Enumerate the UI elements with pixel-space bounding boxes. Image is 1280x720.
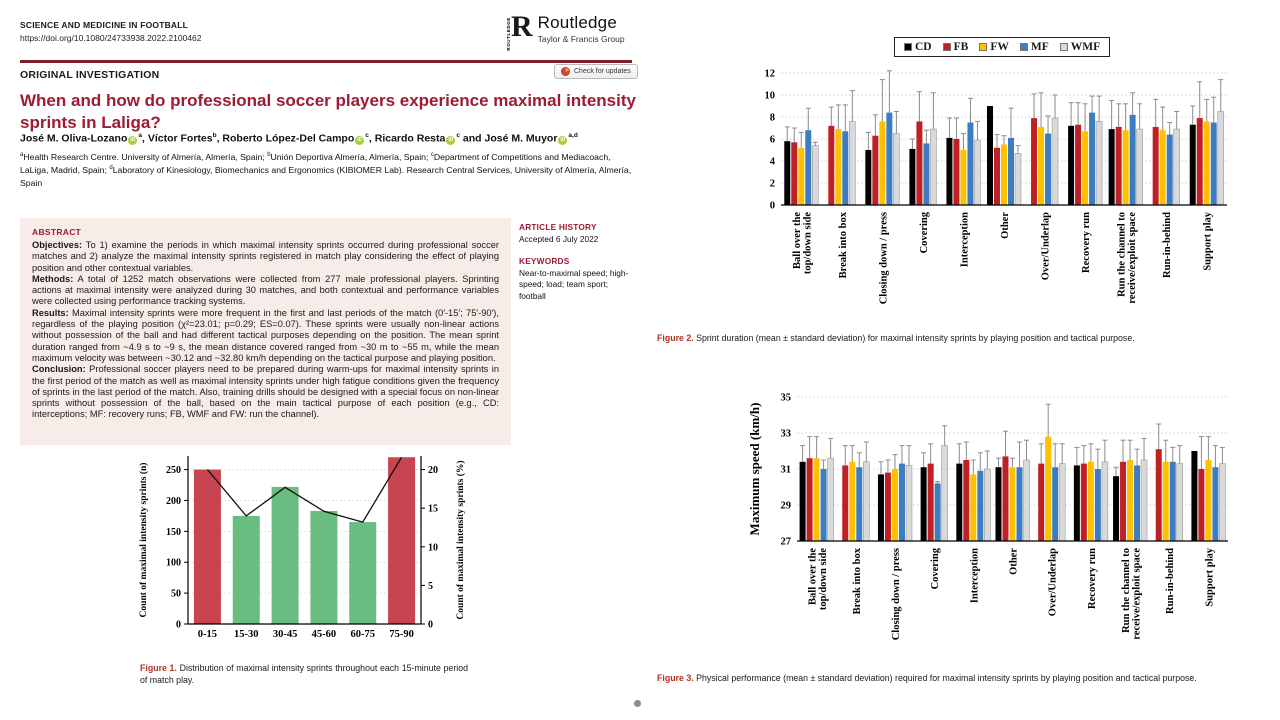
fb-bar [1003,456,1009,541]
cd-bar [909,149,915,205]
x-axis-category-label: Interception [959,211,971,268]
mf-bar [1211,123,1217,206]
mf-bar [1017,467,1023,541]
routledge-r-icon: R [511,10,533,43]
fig1-bar [194,470,221,624]
mf-bar [856,467,862,541]
x-axis-category-label: Covering [918,212,930,254]
cd-bar [987,106,993,205]
figure3-chart [745,383,1232,669]
fb-bar [1120,462,1126,541]
x-axis-category-label: Ball over the [807,548,819,605]
x-axis-category-label: top/down side [817,548,829,611]
author-separator: , [368,132,375,145]
x-axis-category-label: Break into box [837,212,849,279]
figure3-caption [657,672,1235,684]
article-meta-column [519,222,637,302]
figure2-caption-text: Sprint duration (mean ± standard deviation) for maximal intensity sprints by playing position and tactical purpose. [693,333,1135,343]
x-axis-category-label: Over/Underlap [1040,212,1052,281]
mf-bar [1089,113,1095,205]
fw-bar [892,469,898,541]
abstract-paragraph: Objectives: To 1) examine the periods in which maximal intensity sprints occurred during professional soccer matches and 2) analyze the maximal intensity sprints registered in match play considering the effect of playing position and other contextual variables. [32,240,499,273]
mf-bar [1095,469,1101,541]
mf-bar [1167,135,1173,205]
x-axis-tick-label: 45-60 [311,629,337,640]
mf-bar [935,483,941,541]
page-indicator-dot [634,700,641,707]
legend-item-mf [1020,41,1049,53]
orcid-icon[interactable]: iD [357,136,363,143]
author-separator: , [216,132,223,145]
fw-bar [1001,145,1007,206]
legend-label: MF [1030,41,1049,53]
section-label: ORIGINAL INVESTIGATION [20,69,160,81]
fb-bar [928,464,934,541]
figure2-caption [657,332,1235,344]
y-axis-tick-label: 200 [166,495,181,507]
wmf-bar [1174,129,1180,205]
author-affiliation-sup: a,d [568,132,578,139]
fb-bar [953,139,959,205]
mf-bar [899,464,905,541]
mf-bar [821,469,827,541]
fb-bar [1031,118,1037,205]
keywords [519,256,637,303]
cd-bar [996,467,1002,541]
y2-axis-title: Count of maximal intensity sprints (%) [456,460,466,620]
cd-bar [1190,125,1196,205]
fb-bar [963,460,969,541]
y-axis-tick-label: 150 [166,526,181,538]
legend-item-wmf [1060,41,1100,53]
y2-axis-tick-label: 20 [428,465,438,477]
fb-bar [1156,449,1162,541]
wmf-bar [893,134,899,206]
fb-bar [994,148,1000,205]
fw-bar [1127,460,1133,541]
abstract-heading: ABSTRACT [32,227,82,237]
author-name: José M. Oliva-Lozano [20,132,128,145]
x-axis-category-label: Support play [1202,212,1214,271]
affiliations [20,151,634,190]
page-title: When and how do professional soccer players experience maximal intensity sprints in Laliga? [20,91,636,132]
legend-label: CD [915,41,932,53]
publisher-name: Routledge [537,13,617,32]
legend-item-fb [943,41,969,53]
cd-bar [865,150,871,205]
x-axis-tick-label: 75-90 [389,629,414,640]
author-affiliation-sup: a [138,132,142,139]
wmf-bar [812,146,818,205]
fw-bar [1163,462,1169,541]
figure2-caption-prefix: Figure 2. [657,333,694,343]
x-axis-category-label: Other [1000,212,1011,239]
legend-item-cd [904,41,932,53]
cd-bar [1074,465,1080,541]
x-axis-category-label: Run-in-behind [1162,212,1174,278]
author-affiliation-sup: c [365,132,369,139]
y-axis-tick-label: 0 [176,619,181,631]
x-axis-tick-label: 15-30 [234,629,259,640]
fw-bar [1088,462,1094,541]
fb-bar [916,121,922,205]
fb-bar [791,142,797,205]
y-axis-tick-label: 12 [764,68,775,80]
y-axis-tick-label: 250 [166,465,181,477]
cd-bar [956,464,962,541]
chart-legend [894,37,1110,57]
y-axis-tick-label: 29 [780,500,791,512]
mf-bar [923,143,929,205]
mf-bar [1170,462,1176,541]
x-axis-category-label: Break into box [851,548,863,615]
wmf-bar [828,458,834,541]
abstract-box [20,218,511,445]
fw-bar [1045,437,1051,541]
y2-axis-tick-label: 15 [428,503,438,515]
fb-bar [828,126,834,205]
wmf-bar [1059,464,1065,541]
fw-bar [849,462,855,541]
x-axis-category-label: receive/exploit space [1131,548,1143,640]
author-list [20,132,635,145]
fw-bar [960,150,966,205]
wmf-bar [1219,464,1225,541]
y-axis-tick-label: 4 [769,156,775,168]
y-axis-tick-label: 0 [769,200,775,212]
x-axis-category-label: Interception [969,548,981,604]
mf-bar [967,123,973,206]
fw-bar [1160,130,1166,205]
fb-bar [1198,469,1204,541]
mf-bar [1008,138,1014,205]
crossmark-icon [561,67,570,76]
mf-bar [1130,115,1136,205]
cd-bar [784,141,790,205]
author-name: José M. Muyor [484,132,558,145]
article-history [519,222,637,246]
fig1-bar [272,487,299,624]
publisher-logo [506,10,625,51]
check-for-updates-label: Check for updates [574,68,631,75]
x-axis-tick-label: 0-15 [197,629,218,640]
legend-item-fw [979,41,1009,53]
fb-bar [1197,118,1203,205]
y-axis-tick-label: 6 [769,134,775,146]
y-axis-tick-label: 50 [171,588,181,600]
fb-bar [807,458,813,541]
masthead-divider [20,60,632,63]
fw-bar [1205,460,1211,541]
fb-bar [885,473,891,541]
x-axis-category-label: top/down side [802,212,814,275]
affiliation-text: Unión Deportiva Almería, Almería, Spain; [270,152,431,162]
doi-link[interactable]: https://doi.org/10.1080/24733938.2022.2100462 [20,33,202,43]
mf-bar [1045,134,1051,206]
fw-bar [1038,127,1044,205]
fw-bar [1010,467,1016,541]
y2-axis-tick-label: 5 [428,580,433,592]
x-axis-tick-label: 60-75 [350,629,375,640]
wmf-bar [906,465,912,541]
author-name: Roberto López-Del Campo [222,132,355,145]
y-axis-tick-label: 33 [780,428,791,440]
cd-bar [800,462,806,541]
orcid-icon[interactable]: iD [130,136,136,143]
fig1-percentage-line [207,457,401,522]
mf-bar [977,471,983,541]
fig1-bar [349,522,376,624]
legend-swatch-icon [904,43,912,51]
fb-bar [1038,464,1044,541]
x-axis-category-label: Support play [1204,548,1216,607]
journal-name: SCIENCE AND MEDICINE IN FOOTBALL [20,20,189,30]
figure1-caption-prefix: Figure 1. [140,663,177,673]
fb-bar [1075,125,1081,205]
legend-label: WMF [1070,41,1101,53]
publisher-group: Taylor & Francis Group [537,34,625,44]
y-axis-tick-label: 35 [780,392,791,404]
affiliation-sup: b [267,152,271,159]
author-name: Ricardo Resta [374,132,446,145]
orcid-icon[interactable]: iD [448,136,454,143]
keywords-text: Near-to-maximal speed; high-speed; load; team sport; football [519,267,629,301]
x-axis-category-label: Recovery run [1081,212,1093,273]
legend-label: FB [953,41,969,53]
wmf-bar [849,121,855,205]
cd-bar [1109,129,1115,205]
wmf-bar [1052,118,1058,205]
affiliation-sup: a [20,152,24,159]
y2-axis-tick-label: 0 [428,619,433,631]
y-axis-title: Count of maximal intensity sprints (n) [139,462,149,618]
x-axis-tick-label: 30-45 [272,629,298,640]
y-axis-tick-label: 10 [764,90,775,102]
x-axis-category-label: Run-in-behind [1165,548,1177,614]
x-axis-category-label: Over/Underlap [1047,548,1059,617]
fw-bar [1082,131,1088,205]
legend-swatch-icon [943,43,951,51]
y-axis-tick-label: 2 [769,178,775,190]
figure1-caption [140,662,468,687]
affiliation-text: Department of Competitions and Mediacoach, LaLiga, Madrid, Spain; [20,152,611,176]
legend-label: FW [990,41,1009,53]
fb-bar [842,465,848,541]
mf-bar [1052,467,1058,541]
mf-bar [805,130,811,205]
affiliation-sup: d [109,165,113,172]
abstract-paragraph: Conclusion: Professional soccer players need to be prepared during warm-ups for maximal intensity sprints in the first period of the match as well as maximal intensity sprints under high fatigue conditions given the frequency of sprints in the last period of the match. Also, training drills should be designed with a special focus on non-linear sprints without possession of the ball, based on the main tactical purpose of each position (e.g., CD: interceptions; MF: recovery runs; FB, WMF and FW: run the channel). [32,364,499,420]
mf-bar [842,131,848,205]
y-axis-tick-label: 100 [166,557,181,569]
figure1-chart [136,450,471,657]
cd-bar [1191,451,1197,541]
y-axis-tick-label: 31 [780,464,791,476]
cd-bar [1068,126,1074,205]
check-for-updates-button[interactable] [554,64,638,79]
legend-swatch-icon [1020,43,1028,51]
mf-bar [886,113,892,205]
fig1-bar [388,457,415,624]
figure3-caption-text: Physical performance (mean ± standard deviation) required for maximal intensity sprints by playing position and tactical purpose. [693,673,1197,683]
cd-bar [878,474,884,541]
figure3-caption-prefix: Figure 3. [657,673,694,683]
article-history-heading: ARTICLE HISTORY [519,222,597,232]
mf-bar [1212,467,1218,541]
x-axis-category-label: Ball over the [792,212,804,269]
y2-axis-tick-label: 10 [428,542,438,554]
x-axis-category-label: Run the channel to [1120,548,1132,633]
figure2-chart [743,63,1231,329]
wmf-bar [1102,462,1108,541]
x-axis-category-label: Run the channel to [1116,212,1128,297]
x-axis-category-label: Covering [930,548,942,590]
fb-bar [1116,127,1122,205]
author-affiliation-sup: c [456,132,460,139]
fb-bar [1153,127,1159,205]
fb-bar [872,136,878,205]
wmf-bar [1177,464,1183,541]
wmf-bar [942,446,948,541]
wmf-bar [1218,112,1224,206]
wmf-bar [930,129,936,205]
fw-bar [798,148,804,205]
fb-bar [1081,464,1087,541]
article-history-text: Accepted 6 July 2022 [519,234,599,244]
legend-swatch-icon [1060,43,1068,51]
affiliation-text: Health Research Centre. University of Almería, Almería, Spain; [23,152,268,162]
author-separator: , [141,132,148,145]
fw-bar [1204,121,1210,205]
mf-bar [1134,465,1140,541]
wmf-bar [1015,153,1021,205]
wmf-bar [974,140,980,205]
fig1-bar [310,511,337,624]
y-axis-tick-label: 8 [769,112,775,124]
fw-bar [835,129,841,205]
x-axis-category-label: Other [1008,548,1020,575]
cd-bar [946,138,952,205]
fw-bar [814,458,820,541]
wmf-bar [1141,460,1147,541]
orcid-icon[interactable]: iD [560,136,566,143]
fw-bar [1123,130,1129,205]
affiliation-text: Laboratory of Kinesiology, Biomechanics and Ergonomics (KIBIOMER Lab). Research Central Services, University of Almería, Almería, Spain [20,165,632,189]
fw-bar [879,121,885,205]
figure1-caption-text: Distribution of maximal intensity sprints throughout each 15-minute period of match play. [140,663,468,686]
x-axis-category-label: Recovery run [1086,548,1098,609]
abstract-paragraph: Results: Maximal intensity sprints were more frequent in the first and last periods of the match (0′-15′; 75′-90′), regardless of the playing position (χ²=23.01; p=0.29; ES=0.07). These sprints were usually non-linear actions without possession of the ball and had different tactical purposes depending on the position. The mean sprint duration ranged from ~4.9 s to ~9 s, the mean distance covered ranged from ~30 m to ~55 m, while the mean maximum velocity was between ~30.12 and ~32.80 km/h depending on the tactical purpose and playing position. [32,307,499,363]
x-axis-category-label: receive/exploit space [1126,212,1138,304]
cd-bar [1113,476,1119,541]
wmf-bar [984,469,990,541]
y-axis-tick-label: 27 [780,536,791,548]
legend-swatch-icon [979,43,987,51]
author-separator: and [459,132,485,145]
y-axis-title: Maximum speed (km/h) [747,402,762,536]
affiliation-sup: c [430,152,434,159]
fig1-bar [233,516,260,624]
keywords-heading: KEYWORDS [519,255,570,266]
author-name: Víctor Fortes [147,132,213,145]
fw-bar [970,474,976,541]
publisher-logo-text [538,13,625,44]
author-affiliation-sup: b [212,132,217,139]
wmf-bar [863,462,869,541]
abstract-body [32,240,499,421]
x-axis-category-label: Closing down / press [890,548,902,641]
wmf-bar [1137,129,1143,205]
publisher-logo-vertical-text: ROUTLEDGE [506,17,511,51]
x-axis-category-label: Closing down / press [878,212,890,305]
wmf-bar [1096,121,1102,205]
cd-bar [921,467,927,541]
journal-info [20,20,202,43]
abstract-paragraph: Methods: A total of 1252 match observations were collected from 277 male professional players. Sprinting actions at maximal intensity were analyzed during 30 matches, and both contextual and performance variables were collected using performance tracking systems. [32,273,499,307]
wmf-bar [1024,460,1030,541]
